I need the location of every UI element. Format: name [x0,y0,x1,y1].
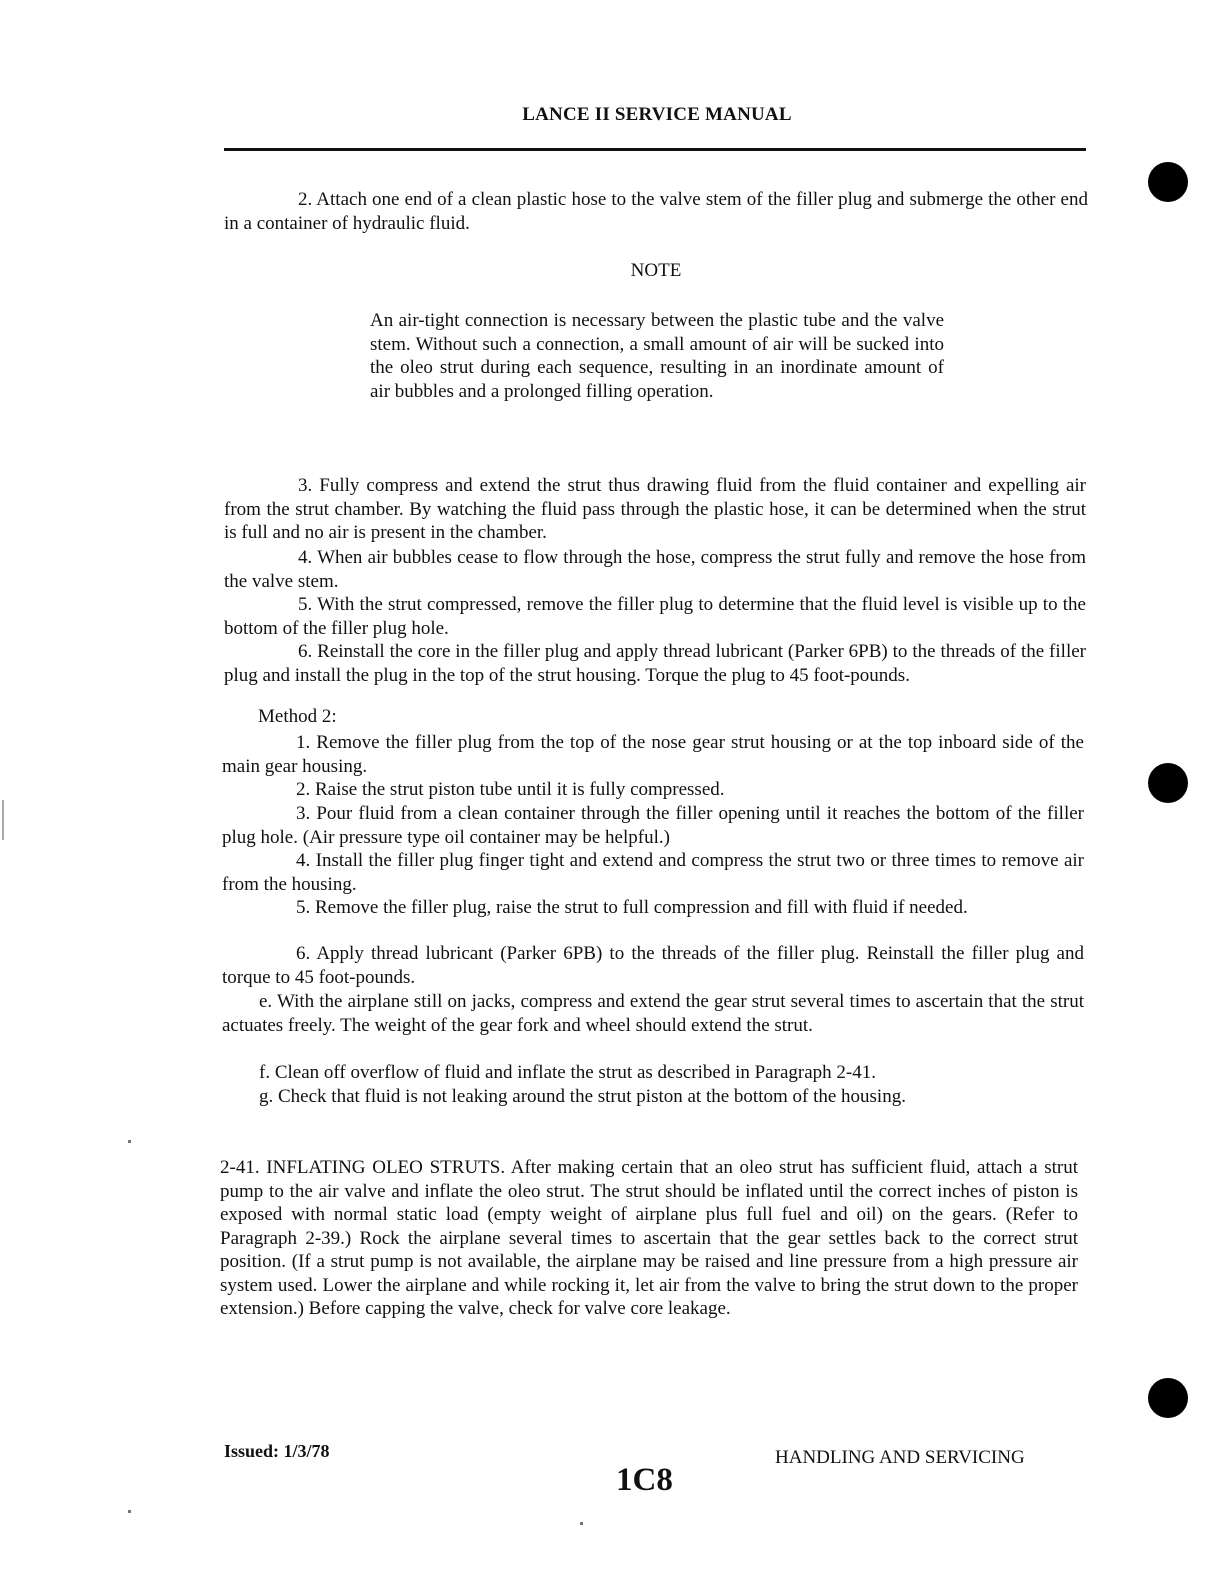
method2-step-4: 4. Install the filler plug finger tight and extend and compress the strut two or three times to remove air from the housing. [222,850,1084,895]
step-2-attach-hose: 2. Attach one end of a clean plastic hose to the valve stem of the filler plug and submerge the other end in a container of hydraulic fluid. [224,189,1088,234]
scan-speck [128,1510,131,1513]
step-f: f. Clean off overflow of fluid and inflate the strut as described in Paragraph 2-41. [259,1062,876,1083]
scan-speck [128,1140,131,1143]
method1-step-5: 5. With the strut compressed, remove the filler plug to determine that the fluid level is visible up to the bottom of the filler plug hole. [224,594,1086,639]
step-e: e. With the airplane still on jacks, compress and extend the gear strut several times to ascertain that the strut actuates freely. The weight of the gear fork and wheel should extend the strut. [222,991,1084,1036]
method2-step-3: 3. Pour fluid from a clean container through the filler opening until it reaches the bottom of the filler plug hole. (Air pressure type oil container may be helpful.) [222,803,1084,848]
binder-hole-bottom [1148,1378,1188,1418]
binder-hole-middle [1148,763,1188,803]
method2-step-2: 2. Raise the strut piston tube until it is fully compressed. [296,779,725,800]
scan-edge-mark [2,800,4,840]
header-rule [224,148,1086,151]
binder-hole-top [1148,162,1188,202]
note-body: An air-tight connection is necessary between the plastic tube and the valve stem. Without such a connection, a small amount of air will be sucked into the oleo strut during each sequence, resulting in an inordinate amount of air bubbles and a prolonged filling operation. [370,310,944,402]
method2-step-5: 5. Remove the filler plug, raise the strut to full compression and fill with fluid if needed. [296,897,968,918]
method1-step-6: 6. Reinstall the core in the filler plug and apply thread lubricant (Parker 6PB) to the threads of the filler plug and install the plug in the top of the strut housing. Torque the plug to 45 foot-pounds. [224,641,1086,686]
page-number: 1C8 [616,1462,673,1498]
note-title: NOTE [630,260,682,281]
method1-step-3: 3. Fully compress and extend the strut thus drawing fluid from the fluid container and expelling air from the strut chamber. By watching the fluid pass through the plastic hose, it can be determined when the strut is full and no air is present in the chamber. [224,475,1086,543]
method2-step-6: 6. Apply thread lubricant (Parker 6PB) to the threads of the filler plug. Reinstall the filler plug and torque to 45 foot-pounds. [222,943,1084,988]
page-header: LANCE II SERVICE MANUAL [522,104,792,125]
method2-step-1: 1. Remove the filler plug from the top of the nose gear strut housing or at the top inboard side of the main gear housing. [222,732,1084,777]
issued-date: Issued: 1/3/78 [224,1441,330,1461]
method1-step-4: 4. When air bubbles cease to flow through the hose, compress the strut fully and remove the hose from the valve stem. [224,547,1086,592]
scan-speck [580,1522,583,1525]
step-g: g. Check that fluid is not leaking around the strut piston at the bottom of the housing. [259,1086,906,1107]
method-2-label: Method 2: [258,706,337,727]
section-name: HANDLING AND SERVICING [775,1447,1025,1468]
section-2-41-inflating-oleo-struts: 2-41. INFLATING OLEO STRUTS. After making certain that an oleo strut has sufficient fluid, attach a strut pump to the air valve and inflate the oleo strut. The strut should be inflated until the correct inches of piston is exposed with normal static load (empty weight of airplane plus full fuel and oil) on the gears. (Refer to Paragraph 2-39.) Rock the airplane several times to ascertain that the gear settles back to the correct strut position. (If a strut pump is not available, the airplane may be raised and line pressure from a high pressure air system used. Lower the airplane and while rocking it, let air from the valve to bring the strut down to the proper extension.) Before capping the valve, check for valve core leakage. [220,1157,1078,1319]
